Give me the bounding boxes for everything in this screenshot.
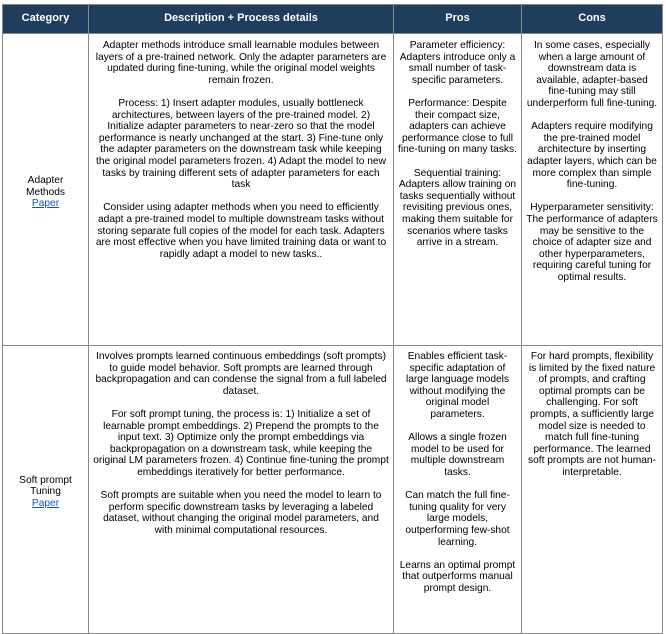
pros-cell <box>394 346 522 634</box>
category-name: Soft prompt Tuning <box>19 474 72 498</box>
cons-cell <box>522 34 663 346</box>
pros-cell <box>394 34 522 346</box>
table-row <box>3 346 663 634</box>
comparison-table <box>2 4 663 634</box>
pros-paragraph: Allows a single frozen model to be used for multiple downstream tasks. <box>408 432 507 478</box>
pros-paragraph: Can match the full fine-tuning quality for very large models, outperforming few-shot learning. <box>405 490 510 548</box>
cons-paragraph: Hyperparameter sensitivity: The performance of adapters may be sensitive to the choice of adapter size and other hyperparameters, requiring careful tuning for optimal results. <box>526 202 658 283</box>
header-row <box>3 5 663 34</box>
category-cell <box>3 34 89 346</box>
paper-link[interactable]: Paper <box>31 497 60 509</box>
header-cons: Cons <box>522 5 663 34</box>
cons-paragraph: For hard prompts, flexibility is limited by the fixed nature of prompts, and crafting optimal prompts can be challenging. For soft prompts, a sufficiently large model size is needed to match full fine-tuning performance. The learned soft prompts are not human-interpretable. <box>528 351 656 478</box>
category-cell <box>3 346 89 634</box>
header-description: Description + Process details <box>89 5 394 34</box>
pros-paragraph: Performance: Despite their compact size, adapters can achieve performance close to full fine-tuning on many tasks. <box>398 97 517 156</box>
pros-paragraph: Enables efficient task-specific adaptation of large language models without modifying the original model parameters. <box>405 351 510 420</box>
cons-cell <box>522 346 663 634</box>
description-paragraph: Soft prompts are suitable when you need the model to learn to perform specific downstream tasks by leveraging a labeled dataset, without changing the original model parameters, and with minimal computational resources. <box>100 490 382 536</box>
description-paragraph: Involves prompts learned continuous embeddings (soft prompts) to guide model behavior. Soft prompts are learned through backpropagation and can condense the signal from a full labeled dataset. <box>95 351 387 397</box>
description-cell <box>89 34 394 346</box>
table-row <box>3 34 663 346</box>
cons-paragraph: In some cases, especially when a large amount of downstream data is available, adapter-based fine-tuning may still underperform full fine-tuning. <box>526 40 658 109</box>
description-cell <box>89 346 394 634</box>
description-paragraph: For soft prompt tuning, the process is: 1) Initialize a set of learnable prompt embeddings. 2) Prepend the prompts to the input text. 3) Optimize only the prompt embeddings via backpropagation on a downstream task, while keeping the original LM parameters frozen. 4) Continue fine-tuning the prompt embeddings iteratively for better performance. <box>93 408 389 478</box>
header-category: Category <box>3 5 89 34</box>
pros-paragraph: Learns an optimal prompt that outperforms manual prompt design. <box>399 559 516 594</box>
description-paragraph: Consider using adapter methods when you need to efficiently adapt a pre-trained model to multiple downstream tasks without storing separate full copies of the model for each task. Adapters are most effective when you have limited training data or want to rapidly adapt a model to new tasks.. <box>95 202 387 260</box>
description-paragraph: Process: 1) Insert adapter modules, usually bottleneck architectures, between layers of the pre-trained model. 2) Initialize adapter parameters to near-zero so that the model performance is nearly unchanged at the start. 3) Fine-tune only the adapter parameters on the downstream task while keeping the original model parameters frozen. 4) Adapt the model to new tasks by training different sets of adapter parameters for each task <box>96 97 386 191</box>
pros-paragraph: Parameter efficiency: Adapters introduce only a small number of task-specific parameters. <box>399 40 516 86</box>
cons-paragraph: Adapters require modifying the pre-trained model architecture by inserting adapter layers, which can be more complex than simple fine-tuning. <box>527 121 657 191</box>
category-name: Adapter Methods <box>25 175 66 198</box>
header-pros: Pros <box>394 5 522 34</box>
description-paragraph: Adapter methods introduce small learnable modules between layers of a pre-trained network. Only the adapter parameters are updated during fine-tuning, while the original model weights remain frozen. <box>95 40 387 86</box>
paper-link[interactable]: Paper <box>31 198 60 210</box>
pros-paragraph: Sequential training: Adapters allow training on tasks sequentially without revisiting previous ones, making them suitable for scenarios where tasks arrive in a stream. <box>398 167 517 249</box>
